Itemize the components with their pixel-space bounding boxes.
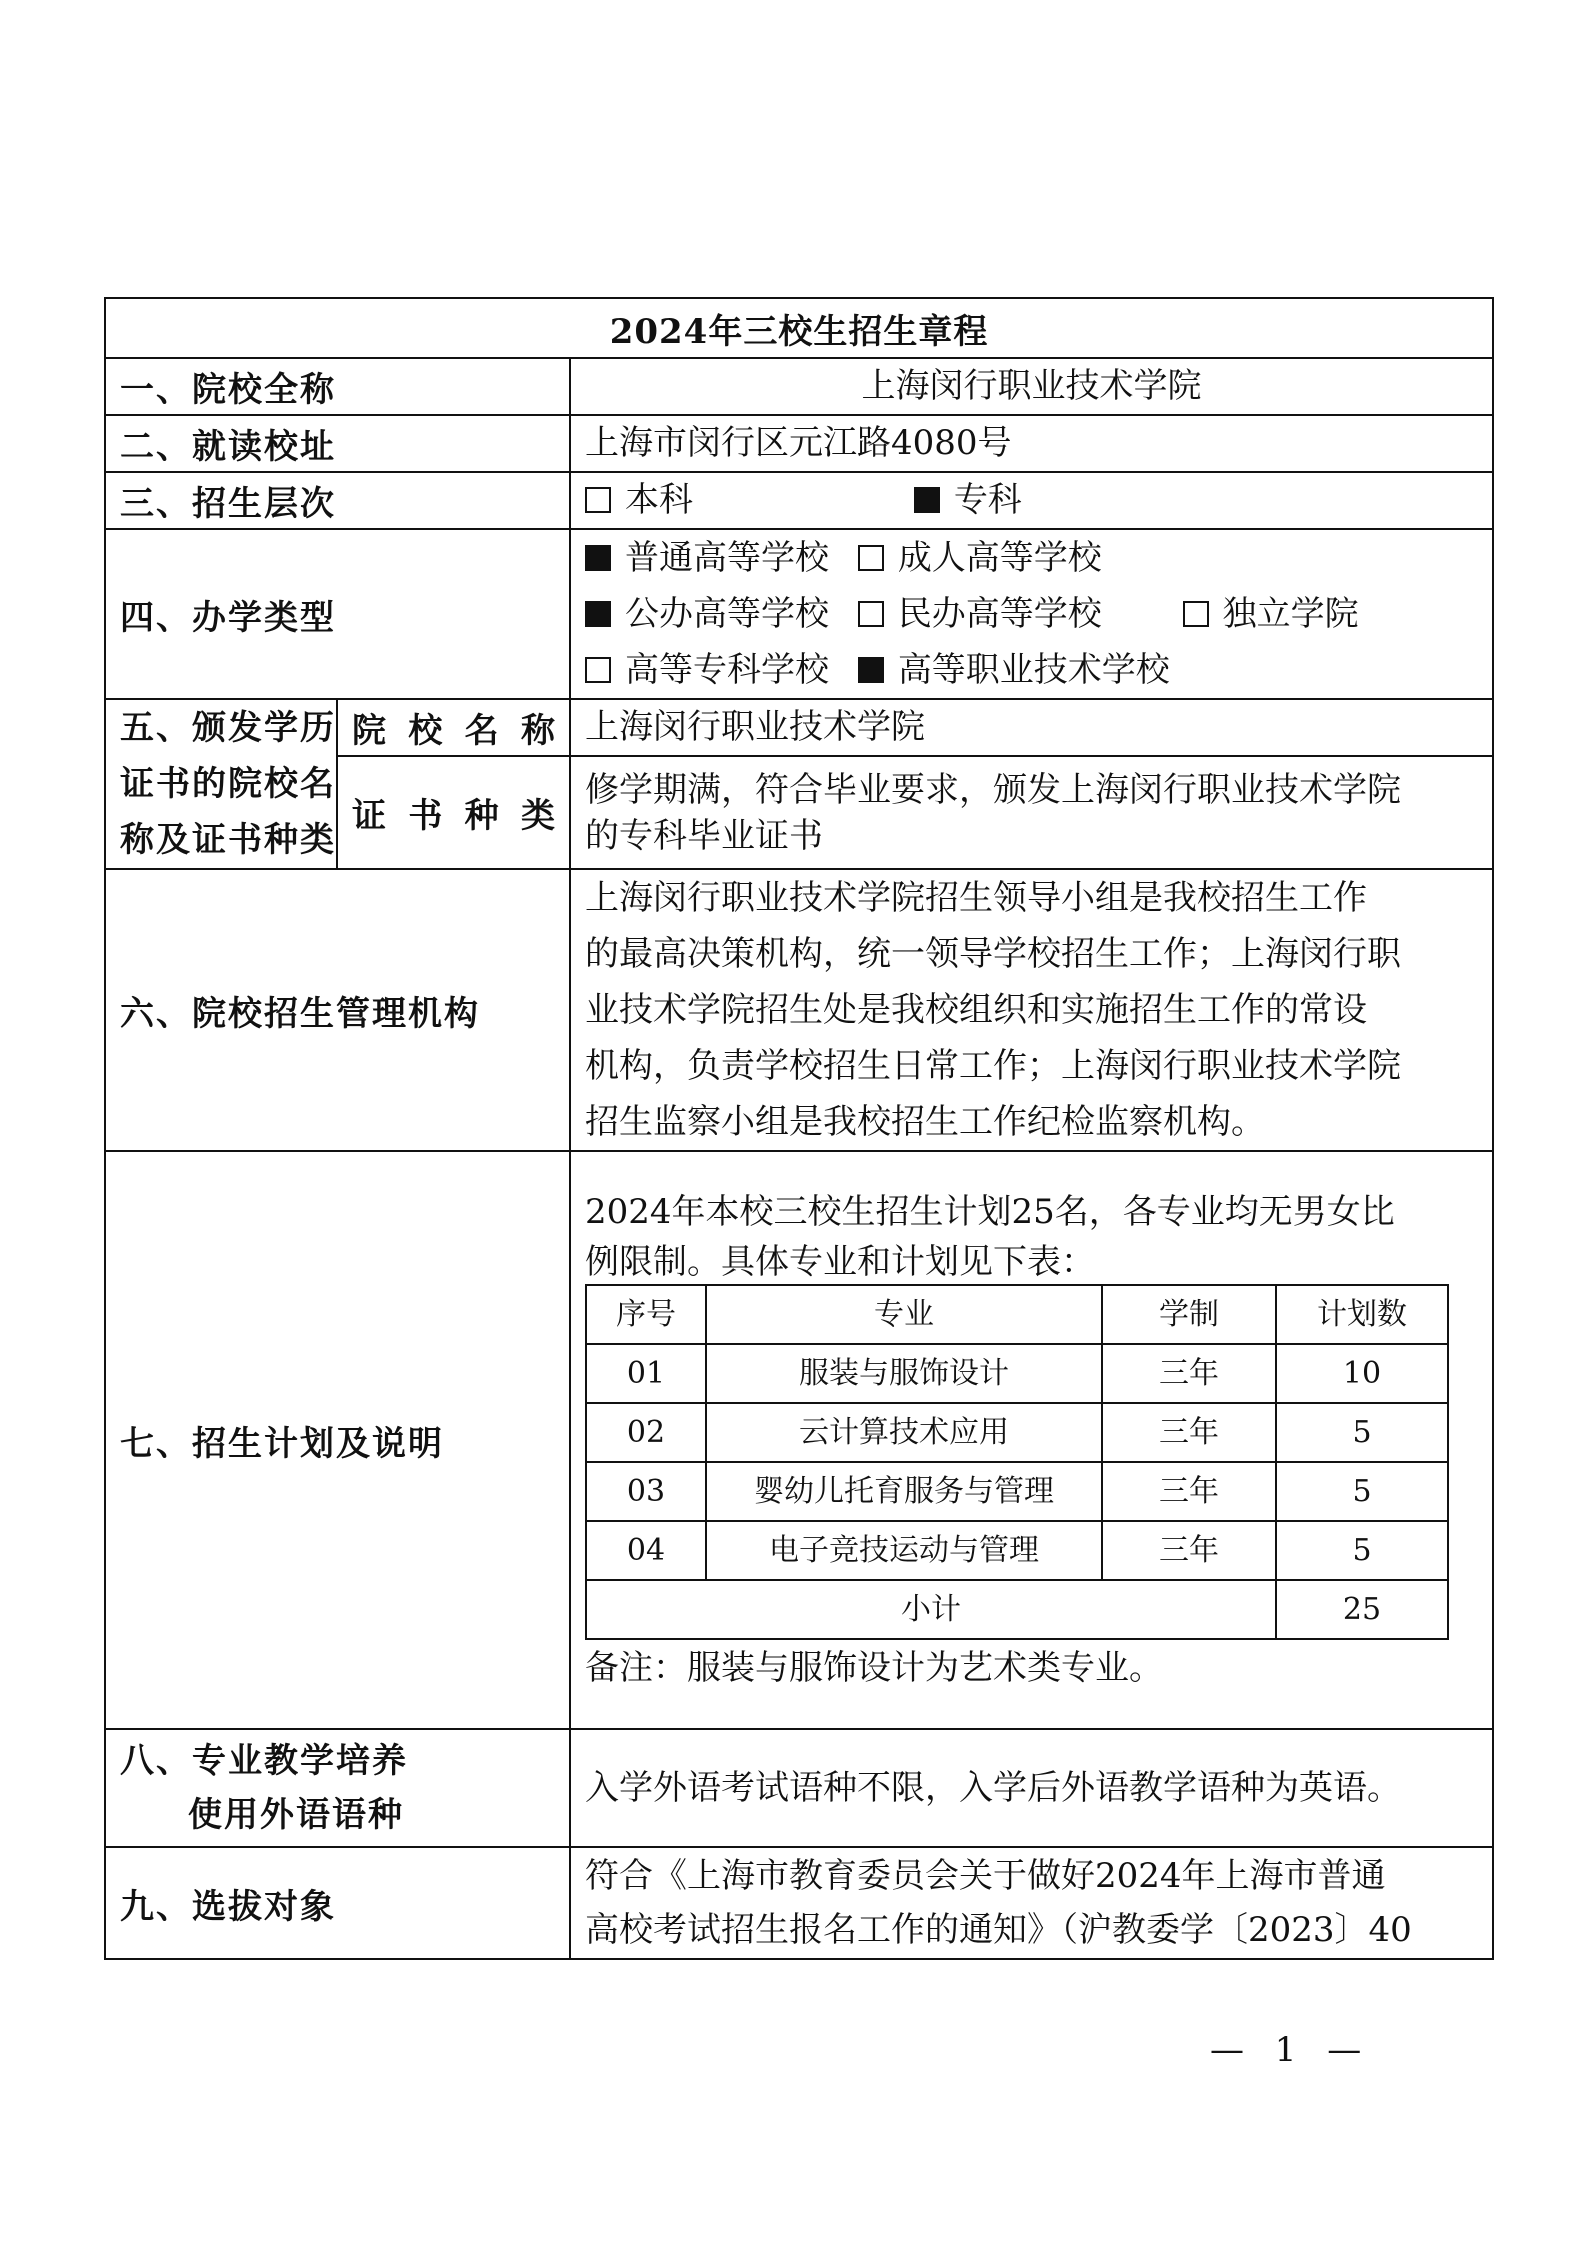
checkbox-filled-icon — [585, 601, 611, 627]
cell-years: 三年 — [1102, 1403, 1276, 1462]
row-label-admission-office: 六、院校招生管理机构 — [105, 869, 570, 1151]
cell-count: 5 — [1276, 1462, 1448, 1521]
school-type-options — [570, 529, 1493, 699]
admission-table — [104, 297, 1494, 1960]
checkbox-empty-icon — [858, 545, 884, 571]
plan-table — [585, 1284, 1449, 1640]
sub-label-institution-name: 院校名称 — [337, 699, 570, 756]
option-specialized-college: 高等专科学校 — [585, 642, 829, 698]
checkbox-empty-icon — [858, 601, 884, 627]
certificate-institution: 上海闵行职业技术学院 — [570, 699, 1493, 756]
subtotal-value: 25 — [1276, 1580, 1448, 1639]
cell-count: 5 — [1276, 1521, 1448, 1580]
cell-no: 02 — [586, 1403, 706, 1462]
checkbox-filled-icon — [858, 657, 884, 683]
checkbox-empty-icon — [585, 487, 611, 513]
cell-years: 三年 — [1102, 1462, 1276, 1521]
cell-years: 三年 — [1102, 1521, 1276, 1580]
sub-label-certificate-type: 证书种类 — [337, 756, 570, 869]
plan-intro-line2: 例限制。具体专业和计划见下表： — [585, 1242, 1095, 1282]
option-independent-college: 独立学院 — [1183, 586, 1359, 642]
table-row — [586, 1344, 1448, 1403]
checkbox-filled-icon — [914, 487, 940, 513]
option-vocational-college: 高等职业技术学校 — [858, 642, 1170, 698]
row-label-school-type: 四、办学类型 — [105, 529, 570, 699]
checkbox-empty-icon — [1183, 601, 1209, 627]
header-years: 学制 — [1102, 1285, 1276, 1344]
row-label-certificate: 五、颁发学历 证书的院校名 称及证书种类 — [105, 699, 337, 869]
header-count: 计划数 — [1276, 1285, 1448, 1344]
plan-header-row — [586, 1285, 1448, 1344]
header-major: 专业 — [706, 1285, 1102, 1344]
row-label-level: 三、招生层次 — [105, 472, 570, 529]
plan-note: 备注：服装与服饰设计为艺术类专业。 — [585, 1648, 1163, 1688]
cell-major: 婴幼儿托育服务与管理 — [706, 1462, 1102, 1521]
row-label-foreign-language: 八、专业教学培养 使用外语语种 — [105, 1729, 570, 1847]
cell-years: 三年 — [1102, 1344, 1276, 1403]
option-private-college: 民办高等学校 — [858, 586, 1102, 642]
foreign-language-policy: 入学外语考试语种不限，入学后外语教学语种为英语。 — [570, 1729, 1493, 1847]
option-associate: 专科 — [914, 473, 1022, 528]
plan-intro-line1: 2024年本校三校生招生计划25名，各专业均无男女比 — [585, 1192, 1395, 1232]
option-adult-college: 成人高等学校 — [858, 530, 1102, 586]
row-label-enrollment-plan: 七、招生计划及说明 — [105, 1151, 570, 1729]
cell-no: 01 — [586, 1344, 706, 1403]
cell-major: 服装与服饰设计 — [706, 1344, 1102, 1403]
option-public-college: 公办高等学校 — [585, 586, 829, 642]
cell-no: 04 — [586, 1521, 706, 1580]
eligibility-description: 符合《上海市教育委员会关于做好2024年上海市普通 高校考试招生报名工作的通知》（沪教委学〔2023〕40 — [570, 1847, 1493, 1959]
school-address: 上海市闵行区元江路4080号 — [570, 415, 1493, 472]
school-full-name: 上海闵行职业技术学院 — [570, 358, 1493, 415]
subtotal-row — [586, 1580, 1448, 1639]
cell-count: 10 — [1276, 1344, 1448, 1403]
subtotal-label: 小计 — [586, 1580, 1276, 1639]
level-options — [570, 472, 1493, 529]
header-no: 序号 — [586, 1285, 706, 1344]
checkbox-empty-icon — [585, 657, 611, 683]
cell-count: 5 — [1276, 1403, 1448, 1462]
certificate-type: 修学期满，符合毕业要求，颁发上海闵行职业技术学院 的专科毕业证书 — [570, 756, 1493, 869]
option-bachelor: 本科 — [585, 473, 885, 528]
document-title: 2024年三校生招生章程 — [105, 298, 1493, 358]
table-row — [586, 1521, 1448, 1580]
row-label-address: 二、就读校址 — [105, 415, 570, 472]
checkbox-filled-icon — [585, 545, 611, 571]
option-regular-college: 普通高等学校 — [585, 530, 829, 586]
cell-major: 云计算技术应用 — [706, 1403, 1102, 1462]
page-number: — 1 — — [1210, 2030, 1372, 2070]
enrollment-plan — [570, 1151, 1493, 1729]
table-row — [586, 1462, 1448, 1521]
admission-office-description: 上海闵行职业技术学院招生领导小组是我校招生工作 的最高决策机构，统一领导学校招生工作；上海闵行职 业技术学院招生处是我校组织和实施招生工作的常设 机构，负责学校招生日常工作；上海闵行职业技术学院 招生监察小组是我校招生工作纪检监察机构。 — [570, 869, 1493, 1151]
cell-major: 电子竞技运动与管理 — [706, 1521, 1102, 1580]
row-label-school-name: 一、院校全称 — [105, 358, 570, 415]
cell-no: 03 — [586, 1462, 706, 1521]
row-label-eligibility: 九、选拔对象 — [105, 1847, 570, 1959]
table-row — [586, 1403, 1448, 1462]
document — [104, 297, 1492, 1960]
